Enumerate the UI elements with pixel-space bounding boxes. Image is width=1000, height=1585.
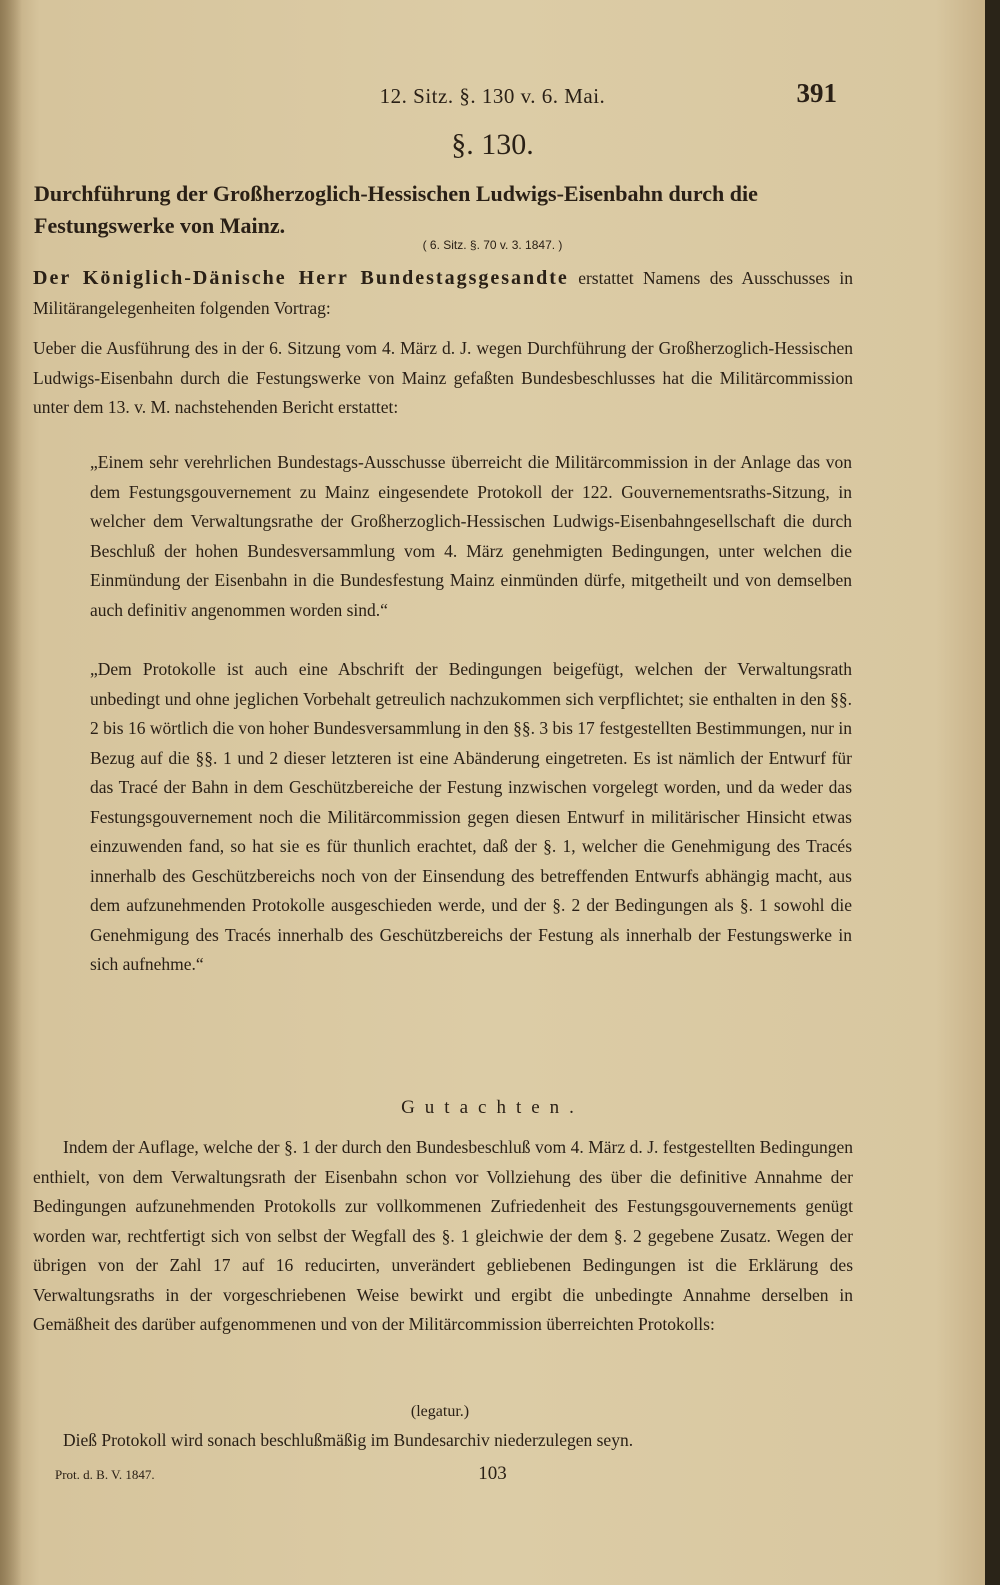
section-number: §. 130. — [451, 128, 534, 161]
section-reference: ( 6. Sitz. §. 70 v. 3. 1847. ) — [422, 238, 563, 252]
page-number: 391 — [796, 78, 837, 108]
footer-protocol-ref: Prot. d. B. V. 1847. — [55, 1467, 155, 1482]
paragraph-quote-1: „Einem sehr verehrlichen Bundestags-Ausschusse überreicht die Militärcommission in der Anlage das von dem Festungsgouvernement zu Mainz eingesendete Protokoll der 122. Gouvernementsraths-Sitzung, in welcher dem Verwaltungsrathe der Großherzoglich-Hessischen Ludwigs-Eisenbahngesellschaft die durch Beschluß der hohen Bundesversammlung vom 4. März genehmigten Bedingungen, unter welchen die Einmündung der Eisenbahn in die Bundesfestung Mainz einmünden dürfe, mitgetheilt und von demselben auch definitiv angenommen worden sind.“ — [90, 452, 852, 620]
legatur-note: (legatur.) — [410, 1403, 470, 1420]
sheet-signature: 103 — [478, 1463, 507, 1484]
intro-paragraph — [33, 264, 853, 323]
closing-sentence: Dieß Protokoll wird sonach beschlußmäßig im Bundesarchiv niederzulegen seyn. — [63, 1430, 634, 1450]
paragraph-report: Ueber die Ausführung des in der 6. Sitzung vom 4. März d. J. wegen Durchführung der Großherzoglich-Hessischen Ludwigs-Eisenbahn durch die Festungswerke von Mainz gefaßten Bundesbeschlusses hat die Militärcommission unter dem 13. v. M. nachstehenden Bericht erstattet: — [33, 338, 853, 417]
section-title: Durchführung der Großherzoglich-Hessischen Ludwigs-Eisenbahn durch die Festungswerke von Mainz. — [34, 181, 758, 238]
running-head: 12. Sitz. §. 130 v. 6. Mai. — [379, 84, 606, 108]
gutachten-paragraph: Indem der Auflage, welche der §. 1 der durch den Bundesbeschluß vom 4. März d. J. festgestellten Bedingungen enthielt, von dem Verwaltungsrath der Eisenbahn schon vor Vollziehung des über die definitive Annahme der Bedingungen aufzunehmenden Protokolls zur vollkommenen Zufriedenheit des Festungsgouvernements genügt worden war, rechtfertigt sich von selbst der Wegfall des §. 1 gleichwie der dem §. 2 gegebene Zusatz. Wegen der übrigen von der Zahl 17 auf 16 reducirten, unverändert gebliebenen Bedingungen ist die Erklärung des Verwaltungsraths in der vorgeschriebenen Weise bewirkt und ergibt die unbedingte Annahme derselben in Gemäßheit des darüber aufgenommenen und von der Militärcommission überreichten Protokolls: — [33, 1137, 853, 1334]
page-header — [0, 78, 985, 118]
paragraph-quote-2: „Dem Protokolle ist auch eine Abschrift der Bedingungen beigefügt, welchen der Verwaltungsrath unbedingt und ohne jeglichen Vorbehalt getreulich nachzukommen sich verpflichtet; sie enthalten in den §§. 2 bis 16 wörtlich die von hoher Bundesversammlung in den §§. 3 bis 17 festgestellten Bestimmungen, nur in Bezug auf die §§. 1 und 2 dieser letzteren ist eine Abänderung eingetreten. Es ist nämlich der Entwurf für das Tracé der Bahn in dem Geschützbereiche der Festung inzwischen vorgelegt worden, und da weder das Festungsgouvernement noch die Militärcommission gegen diesen Entwurf in militärischer Hinsicht etwas einzuwenden fand, so hat sie es für thunlich erachtet, daß der §. 1, welcher die Genehmigung des Tracés innerhalb des Geschützbereichs noch von der Einsendung des betreffenden Entwurfs abhängig macht, aus dem aufzunehmenden Protokolle ausgeschieden werde, und der §. 2 der Bedingungen als §. 1 sowohl die Genehmigung des Tracés innerhalb des Geschützbereichs der Festung als innerhalb der Festungswerke in sich aufnehme.“ — [90, 659, 852, 974]
gutachten-heading: Gutachten. — [401, 1097, 584, 1118]
intro-text: erstattet Namens des Ausschusses in Militärangelegenheiten folgenden Vortrag: — [33, 268, 853, 318]
speaker-name: Der Königlich-Dänische Herr Bundestagsgesandte — [33, 267, 569, 289]
